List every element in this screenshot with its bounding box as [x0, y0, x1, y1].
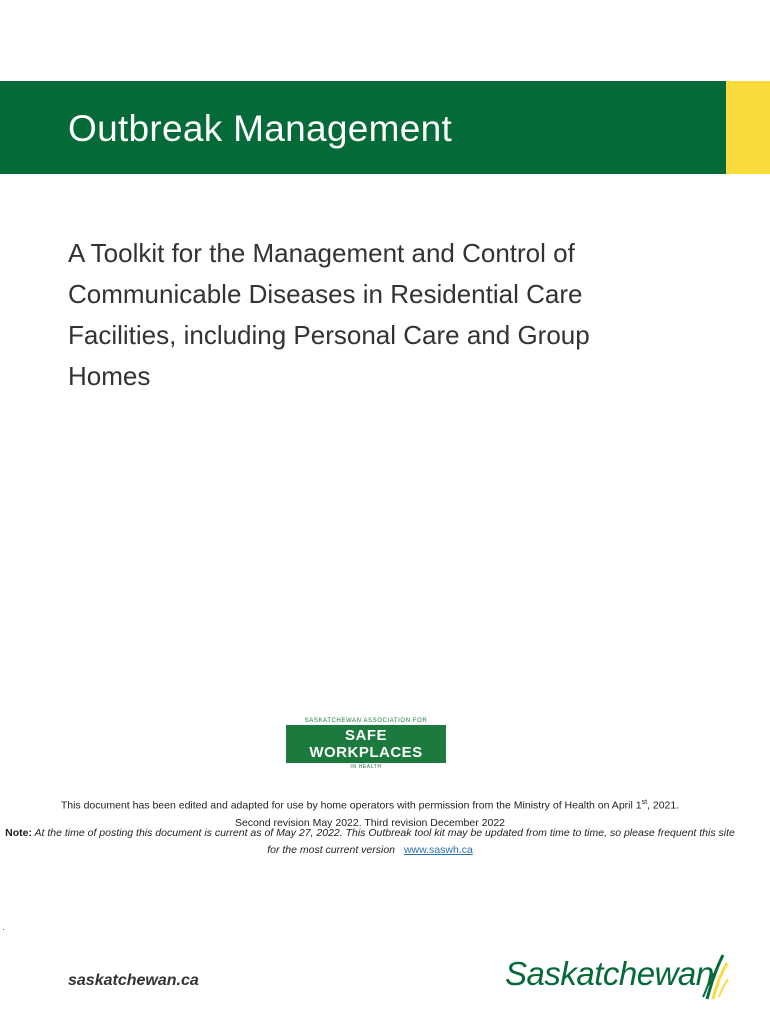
note-paragraph — [0, 825, 740, 859]
permission-text-end: , 2021. — [647, 799, 680, 812]
saskatchewan-logo — [505, 955, 730, 1001]
stray-dot: . — [2, 922, 5, 933]
revision-line: Second revision May 2022. Third revision December 2022 — [234, 816, 506, 829]
wheat-icon — [701, 951, 729, 1001]
document-subtitle: A Toolkit for the Management and Control of Communicable Diseases in Residential Care Facilities, including Personal Care and Group Homes — [68, 238, 590, 391]
logo-top-text: SASKATCHEWAN ASSOCIATION FOR — [304, 718, 428, 724]
logo-main-text: SAFE WORKPLACES — [286, 725, 446, 763]
saswh-link[interactable]: www.saswh.ca — [403, 844, 473, 856]
permission-text: This document has been edited and adapted for use by home operators with permission from the Ministry of Health on April 1 — [60, 799, 642, 812]
logo-bottom-text: IN HEALTH — [350, 764, 382, 770]
footer-website: saskatchewan.ca — [68, 972, 199, 989]
saskatchewan-wordmark: Saskatchewan — [505, 955, 714, 992]
banner-accent-stripe — [726, 81, 770, 174]
page-title: Outbreak Management — [68, 108, 453, 149]
safe-workplaces-logo — [286, 717, 446, 770]
permission-line — [0, 794, 740, 815]
note-label: Note: — [5, 827, 32, 839]
note-text: At the time of posting this document is current as of May 27, 2022. This Outbreak tool kit may be updated from time to time, so please frequent this site for the most current version — [34, 827, 735, 856]
permission-sup: st — [641, 799, 648, 806]
